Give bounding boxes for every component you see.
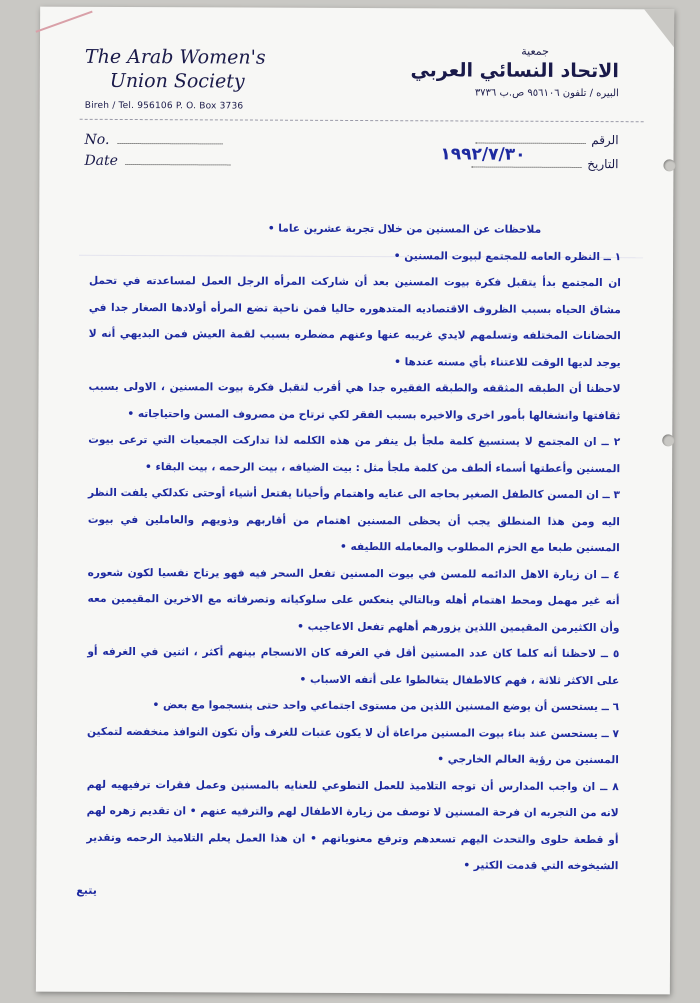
org-prefix-arabic: جمعية (521, 44, 549, 58)
paragraph: ٣ ــ ان المسن كالطفل الصغير بحاجه الى عنايه واهتمام وأحيانا يفتعل أشياء أوحتى تكدلكي يلفت النظر اليه ومن هذا المنطلق يجب أن يحظى المسنين اهتمام من أقاربهم وذويهم والعاملين في بيوت المسنين طبعا مع الحزم المطلوب والمعامله اللطيفه • (87, 486, 621, 555)
punch-hole (662, 434, 674, 446)
date-dots-arabic (471, 167, 581, 168)
letter-heading: ملاحظات عن المسنين من خلال تجربة عشرين عاما • (267, 222, 542, 236)
folded-corner (644, 9, 674, 47)
header-divider (80, 119, 644, 122)
letterhead-arabic (410, 44, 619, 99)
org-name-line1: The Arab Women's (84, 45, 266, 69)
date-label-arabic: التاريخ (587, 157, 619, 172)
paragraph: ٨ ــ ان واجب المدارس أن توجه التلاميذ للعمل التطوعي للعنايه بالمسنين وعمل فقرات ترفيهيه لهم لانه من التجربه ان فرحة المسنين لا توصف من زيارة الاطفال لهم والترفيه عنهم • ان تقديم زهره لهم أو قطعة حلوى والتحدث اليهم تسعدهم وترفع معنوياتهم • ان هذا العمل يعلم التلاميذ الرحمه وتقدير الشيخوخه التي قدمت الكثير • (86, 778, 619, 873)
paragraph: ٤ ــ ان زيارة الاهل الدائمه للمسن في بيوت المسنين تفعل السحر فيه فهو يرتاح نفسيا لكون شعوره أنه غير مهمل ومحط اهتمام أهله وبالتالي ينعكس على سلوكياته وتصرفاته مع الاخرين المقيمين معه وأن الكثيرمن المقيمين اللذين يزورهم أهلهم تفعل الاعاجيب • (87, 566, 620, 634)
red-mark (36, 11, 93, 33)
no-label-arabic: الرقم (591, 133, 619, 148)
paragraph: ٧ ــ يستحسن عند بناء بيوت المسنين مراعاة أن لا يكون عتبات للغرف وأن تكون النوافذ منخفضه لتمكين المسنين من رؤية العالم الخارجي • (86, 725, 620, 767)
paragraph: ٦ ــ يستحسن أن يوضع المسنين اللذين من مستوى اجتماعي واحد حتى ينسجموا مع بعض • (152, 699, 620, 714)
no-label: No. (84, 131, 110, 148)
no-field (85, 132, 223, 149)
punch-hole (663, 159, 675, 171)
paragraph: ١ ــ النظره العامه للمجتمع لبيوت المسنين • (393, 249, 622, 263)
date-value: ١٩٩٢/٧/٣٠ (440, 144, 526, 165)
date-dots (126, 164, 231, 165)
org-name-arabic: الاتحاد النسائي العربي (410, 59, 619, 83)
no-dots (117, 143, 222, 144)
letter-body (86, 215, 621, 880)
org-address: Bireh / Tel. 956106 P. O. Box 3736 (84, 100, 244, 112)
letter-paper (36, 7, 674, 995)
paragraph: لاحظنا أن الطبقه المثقفه والطبقه الفقيره جدا هي أقرب لتقبل فكرة بيوت المسنين ، الاولى بسبب ثقافتها وانشغالها بأمور اخرى والاخيره بسبب الفقر لكي ترتاح من مصروف المسن واحتياجاته • (88, 380, 621, 422)
paragraph: ان المجتمع بدأ يتقبل فكرة بيوت المسنين بعد أن شاركت المرأه الرجل العمل لمساعدته في تحمل مشاق الحياه بسبب الظروف الاقتصاديه المتدهوره حاليا فمن ناحية تضع المرأه أولادها الصغار جدا في الحضانات المختلفه وتسلمهم لايدي غريبه عنها وعنهم مضطره بسبب لقمة العيش فمن البديهي أنه لا يوجد لديها الوقت للاعتناء بأي مسنه عندها • (88, 274, 621, 369)
paragraph: ٥ ــ لاحظنا أنه كلما كان عدد المسنين أقل في الغرفه كان الانسجام بينهم أكثر ، اثنين في الغرفه أو على الاكثر ثلاثة ، فهم كالاطفال يتغالطوا على أتفه الاسباب • (87, 645, 620, 687)
letterhead-english (85, 45, 266, 112)
continued-note: يتبع (76, 883, 97, 897)
date-label: Date (84, 152, 118, 169)
paragraph: ٢ ــ ان المجتمع لا يستسيغ كلمة ملجأ بل ينفر من هذه الكلمه لذا تداركت الجمعيات التي ترعى بيوت المسنين وأعطتها أسماء ألطف من كلمة ملجأ مثل : بيت الضيافه ، بيت الرحمه ، بيت البقاء • (88, 433, 621, 475)
date-field (84, 153, 231, 170)
org-address-arabic: البيره / تلفون ٩٥٦١٠٦ ص.ب ٣٧٣٦ (474, 87, 619, 100)
org-name-line2: Union Society (109, 69, 245, 93)
